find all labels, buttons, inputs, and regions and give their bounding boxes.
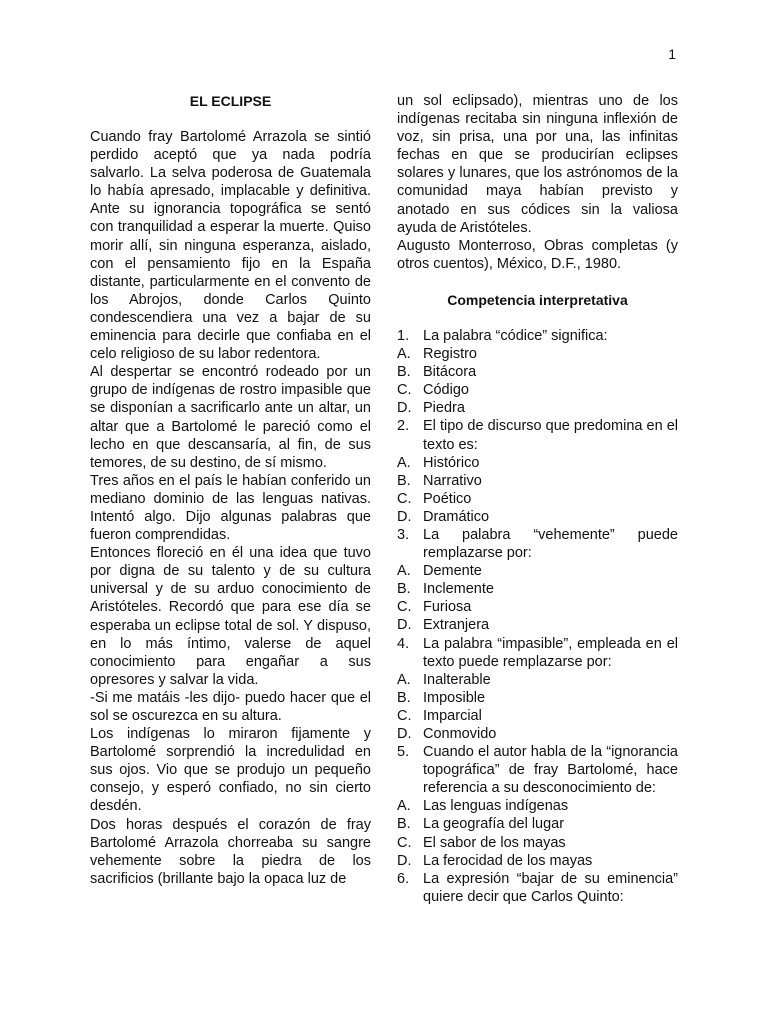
option-text: Poético xyxy=(423,490,472,507)
option-text: Código xyxy=(423,382,469,399)
option-text: La ferocidad de los mayas xyxy=(423,852,593,869)
quiz-option xyxy=(397,725,678,743)
quiz-question xyxy=(397,327,678,345)
option-letter: C. xyxy=(397,382,412,399)
option-text: Piedra xyxy=(423,400,465,417)
quiz-option xyxy=(397,580,678,598)
quiz-option xyxy=(397,381,678,399)
quiz-option xyxy=(397,363,678,381)
quiz-option xyxy=(397,598,678,616)
option-letter: C. xyxy=(397,707,412,724)
question-text: La palabra “vehemente” puede remplazarse por: xyxy=(423,526,678,562)
story-paragraph: Cuando fray Bartolomé Arrazola se sintió perdido aceptó que ya nada podría salvarlo. La selva poderosa de Guatemala lo había apresado, implacable y definitiva. Ante su ignorancia topográfica se sentó con tranquilidad a esperar la muerte. Quiso morir allí, sin ninguna esperanza, aislado, con el pensamiento fijo en la España distante, particularmente en el convento de los Abrojos, donde Carlos Quinto condescendiera una vez a bajar de su eminencia para decirle que confiaba en el celo religioso de su labor redentora. xyxy=(90,129,371,363)
story-title: EL ECLIPSE xyxy=(189,93,272,109)
option-text: Imposible xyxy=(423,689,486,706)
story-paragraph: Dos horas después el corazón de fray Bartolomé Arrazola chorreaba su sangre vehemente sobre la piedra de los sacrificios (brillante bajo la opaca luz de xyxy=(90,816,371,887)
story-paragraph: -Si me matáis -les dijo- puedo hacer que el sol se oscurezca en su altura. xyxy=(90,689,371,724)
quiz-option xyxy=(397,671,678,689)
quiz-option xyxy=(397,490,678,508)
quiz-option xyxy=(397,852,678,870)
quiz-option xyxy=(397,616,678,634)
option-text: Bitácora xyxy=(423,364,477,381)
quiz-option xyxy=(397,689,678,707)
question-number: 4. xyxy=(397,635,410,652)
option-letter: D. xyxy=(397,508,412,525)
option-letter: B. xyxy=(397,581,411,598)
option-text: La geografía del lugar xyxy=(423,816,565,833)
question-text: La expresión “bajar de su eminencia” quiere decir que Carlos Quinto: xyxy=(423,870,678,905)
option-text: Las lenguas indígenas xyxy=(423,798,569,815)
quiz-question xyxy=(397,526,678,562)
option-letter: D. xyxy=(397,726,412,742)
option-text: Dramático xyxy=(423,508,490,525)
option-text: El sabor de los mayas xyxy=(423,834,566,851)
left-column xyxy=(90,92,371,888)
quiz-question xyxy=(397,743,678,797)
question-number: 3. xyxy=(397,526,410,543)
option-text: Registro xyxy=(423,346,477,363)
option-text: Demente xyxy=(423,563,482,580)
quiz-title: Competencia interpretativa xyxy=(447,291,628,308)
option-letter: B. xyxy=(397,472,411,489)
question-text: El tipo de discurso que predomina en el texto es: xyxy=(423,418,678,453)
option-letter: A. xyxy=(397,346,411,363)
quiz-option xyxy=(397,834,678,852)
option-letter: A. xyxy=(397,671,411,688)
option-letter: D. xyxy=(397,852,412,869)
option-text: Imparcial xyxy=(423,707,482,724)
story-paragraph: Los indígenas lo miraron fijamente y Bartolomé sorprendió la incredulidad en sus ojos. Vio que se produjo un pequeño consejo, y esperó confiado, no sin cierto desdén. xyxy=(90,726,371,815)
story-paragraph: Al despertar se encontró rodeado por un grupo de indígenas de rostro impasible que se disponían a sacrificarlo ante un altar, un altar que a Bartolomé le pareció como el lecho en que descansaría, al fin, de sus temores, de su destino, de sí mismo. xyxy=(90,364,371,471)
question-number: 2. xyxy=(397,418,410,435)
option-letter: B. xyxy=(397,689,411,706)
quiz-question xyxy=(397,870,678,906)
question-number: 1. xyxy=(397,327,410,344)
quiz-option xyxy=(397,345,678,363)
quiz-option xyxy=(397,399,678,417)
quiz-option xyxy=(397,508,678,526)
option-letter: A. xyxy=(397,454,411,471)
option-text: Furiosa xyxy=(423,599,472,616)
quiz-option xyxy=(397,815,678,833)
option-letter: D. xyxy=(397,400,412,417)
option-letter: D. xyxy=(397,617,412,634)
option-letter: B. xyxy=(397,364,411,381)
option-text: Inclemente xyxy=(423,581,494,598)
quiz-option xyxy=(397,454,678,472)
option-letter: A. xyxy=(397,798,411,815)
option-letter: C. xyxy=(397,599,412,616)
question-text: Cuando el autor habla de la “ignorancia topográfica” de fray Bartolomé, hace referencia a su desconocimiento de: xyxy=(423,744,678,797)
story-paragraph: Entonces floreció en él una idea que tuvo por digna de su talento y de su cultura universal y de su arduo conocimiento de Aristóteles. Recordó que para ese día se esperaba un eclipse total de sol. Y dispuso, en lo más íntimo, valerse de aquel conocimiento para engañar a sus opresores y salvar la vida. xyxy=(90,545,371,688)
option-text: Extranjera xyxy=(423,617,490,634)
quiz-question xyxy=(397,417,678,453)
story-paragraph: Tres años en el país le habían conferido un mediano dominio de las lenguas nativas. Intentó algo. Dijo algunas palabras que fueron comprendidas. xyxy=(90,472,371,544)
question-number: 5. xyxy=(397,744,410,761)
option-letter: C. xyxy=(397,834,412,851)
quiz-option xyxy=(397,797,678,815)
option-text: Narrativo xyxy=(423,472,482,489)
question-text: La palabra “impasible”, empleada en el texto puede remplazarse por: xyxy=(423,635,678,670)
story-paragraph-continued: un sol eclipsado), mientras uno de los indígenas recitaba sin ninguna inflexión de voz, sin prisa, una por una, las infinitas fechas en que se producirían eclipses solares y lunares, que los astrónomos de la comunidad maya habían previsto y anotado en sus códices sin la valiosa ayuda de Aristóteles. xyxy=(397,93,678,236)
question-text: La palabra “códice” significa: xyxy=(423,327,608,344)
option-letter: C. xyxy=(397,490,412,507)
quiz-question xyxy=(397,635,678,671)
right-column xyxy=(397,92,678,906)
option-letter: B. xyxy=(397,816,411,833)
option-text: Inalterable xyxy=(423,671,491,688)
quiz-list xyxy=(397,327,678,906)
page-number: 1 xyxy=(668,46,676,62)
option-text: Histórico xyxy=(423,454,480,471)
quiz-option xyxy=(397,707,678,725)
story-source: Augusto Monterroso, Obras completas (y otros cuentos), México, D.F., 1980. xyxy=(397,237,678,272)
option-text: Conmovido xyxy=(423,726,497,742)
option-letter: A. xyxy=(397,563,411,580)
quiz-option xyxy=(397,562,678,580)
quiz-option xyxy=(397,472,678,490)
question-number: 6. xyxy=(397,870,410,887)
